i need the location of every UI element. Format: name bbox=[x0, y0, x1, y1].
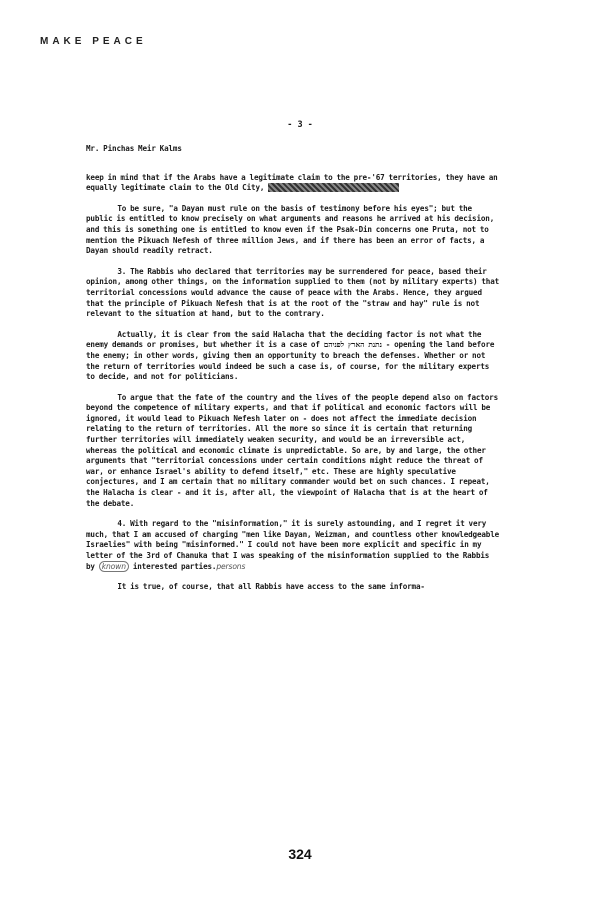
paragraph-text: To argue that the fate of the country and the lives of the people depend also on factors beyond the competence of military experts, and that if political and economic factors will be ignored, it would lead to Pikuach Nefesh later on - does not affect the immediate decision relating to the return of territories. All the more so since it is certain that returning further territories will immediately weaken security, and would be an irreversible act, whereas the political and economic climate is unpredictable. So are, by and large, the other arguments that "territorial concessions under certain conditions might reduce the threat of war, or enhance Israel's ability to defend itself," etc. These are highly speculative conjectures, and I am certain that no military commander would bet on such chances. I repeat, the Halacha is clear - and it is, after all, the viewpoint of Halacha that is at the heart of the debate. bbox=[86, 392, 502, 508]
letter-paragraph-2 bbox=[86, 204, 500, 257]
handwritten-persons: persons bbox=[216, 561, 246, 571]
book-title: MAKE PEACE bbox=[40, 36, 147, 47]
paragraph-text: To be sure, "a Dayan must rule on the basis of testimony before his eyes"; but the public is entitled to know precisely on what arguments and reasons he arrived at his decision, and this is something one is entitled to know even if the Psak-Din concerns one Pruta, not to mention the Pikuach Nefesh of three million Jews, and if there has been an error of facts, a Dayan should readily retract. bbox=[86, 203, 499, 256]
paragraph-text: Actually, it is clear from the said Halacha that the deciding factor is not what the enemy demands or promises, but whether it is a case of נתנת הארץ לפניהם - opening the land before the enemy; in other words, giving them an opportunity to breach the defenses. Whether or not the return of territories would indeed be such a case is, of course, for the military experts to decide, and not for politicians. bbox=[86, 329, 499, 382]
letter-page bbox=[86, 112, 503, 692]
paragraph-text: keep in mind that if the Arabs have a legitimate claim to the pre-'67 territories, they have an equally legitimate claim to the Old City, bbox=[86, 172, 502, 193]
paragraph-text: It is true, of course, that all Rabbis have access to the same informa- bbox=[117, 582, 425, 592]
letter-paragraph-6 bbox=[86, 519, 503, 572]
letter-paragraph-7 bbox=[86, 582, 500, 593]
letter-page-number: - 3 - bbox=[287, 120, 313, 130]
letter-paragraph-1 bbox=[86, 173, 500, 194]
letter-paragraph-3 bbox=[86, 266, 503, 320]
redacted-text bbox=[268, 183, 399, 192]
letter-paragraph-4 bbox=[86, 330, 500, 383]
letter-paragraph-5 bbox=[86, 393, 500, 510]
page-number: 324 bbox=[288, 846, 312, 862]
letter-addressee: Mr. Pinchas Meir Kalms bbox=[86, 144, 182, 153]
paragraph-tail: interested parties. bbox=[132, 561, 217, 571]
paragraph-text: 3. The Rabbis who declared that territories may be surrendered for peace, based their opinion, among other things, on the information supplied to them (not by military experts) that territorial concessions would advance the cause of peace with the Arabs. Hence, they argued that the principle of Pikuach Nefesh that is at the root of the "straw and hay" rule is not relevant to the situation at hand, but to the contrary. bbox=[86, 266, 503, 319]
handwritten-known: known bbox=[99, 561, 129, 572]
paragraph-text: 4. With regard to the "misinformation," it is surely astounding, and I regret it very much, that I am accused of charging "men like Dayan, Weizman, and countless other knowledgeable Israelies" with being "misinformed." I could not have been more explicit and specific in my letter of the 3rd of Chanuka that I was speaking of the misinformation supplied to the Rabbis by bbox=[86, 519, 503, 571]
